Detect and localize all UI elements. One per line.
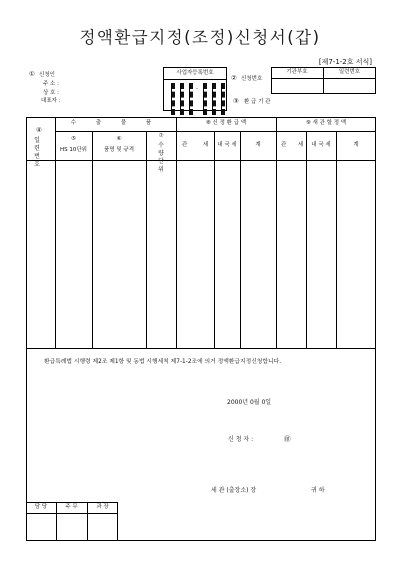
refund-domestic-tax-label: 내 국 세 <box>217 142 237 148</box>
approval-staff-sign-box[interactable] <box>27 514 55 540</box>
biz-reg-digit-area[interactable] <box>171 83 221 109</box>
serial-number-field[interactable] <box>324 79 375 93</box>
current-customs-label-2: 세 <box>298 142 304 148</box>
applicant-sign-label: 신 청 자 : <box>228 436 254 443</box>
item-name-header: 품명 및 규격 <box>103 147 135 153</box>
refund-total-label: 계 <box>255 142 261 148</box>
office-code-field[interactable] <box>272 79 322 93</box>
biz-reg-separator: - <box>196 86 198 92</box>
refund-customs-label-1: 관 <box>182 142 188 148</box>
approval-staff-label: 담 당 <box>34 504 48 510</box>
approval-officer-sign-box[interactable] <box>57 514 86 540</box>
application-number-label: 신청번호 <box>241 76 263 82</box>
company-name-field-label: 상 호 : <box>43 90 59 96</box>
representative-field-label: 대표자 : <box>41 98 61 104</box>
office-code-header: 기관부호 <box>286 69 308 75</box>
current-domestic-tax-label: 내 국 세 <box>311 142 331 148</box>
export-goods-header: 수 출 물 품 <box>70 120 161 126</box>
approval-chief-sign-box[interactable] <box>88 514 117 540</box>
hs-code-header: HS 10단위 <box>60 147 87 153</box>
current-total-label: 계 <box>353 142 359 148</box>
item-name-marker: ⑥ <box>116 136 122 142</box>
quantity-marker: ⑦ <box>158 133 164 139</box>
refund-customs-label-2: 세 <box>203 142 209 148</box>
serial-column-header: 일련번호 <box>34 137 40 168</box>
quantity-header: 수량단위 <box>158 142 164 173</box>
refund-amount-header: ⑧ 신 정 환 급 액 <box>205 120 247 126</box>
seal-mark[interactable]: ㊞ <box>284 435 291 443</box>
refund-office-label: 환 급 기 관 <box>244 99 271 105</box>
applicant-label: 신청인 <box>39 72 55 78</box>
form-title: 정액환급지정(조정)신청서(갑) <box>79 28 321 47</box>
hs-code-marker: ⑤ <box>71 136 76 142</box>
serial-column-marker: ④ <box>36 126 42 134</box>
serial-number-header: 일련번호 <box>338 69 361 75</box>
date-line: 2000년 0월 0일 <box>227 399 272 406</box>
biz-reg-label: 사업자등록번호 <box>176 70 214 76</box>
approval-officer-label: 주 무 <box>65 504 78 510</box>
application-number-marker: ② <box>231 74 237 82</box>
current-customs-label-1: 관 <box>281 142 287 148</box>
address-field-label: 주 소 : <box>43 81 59 87</box>
item-entry-area[interactable] <box>27 161 375 347</box>
approval-chief-label: 과 장 <box>96 504 109 510</box>
addressee-office: 세 관 (출장소) 장 <box>211 487 257 494</box>
current-amount-header: ⑨ 새 관 할 정 액 <box>305 120 347 126</box>
form-number: [제7-1-2호 서식] <box>318 58 372 66</box>
refund-office-marker: ③ <box>233 97 239 105</box>
applicant-marker: ① <box>29 70 35 78</box>
addressee-suffix: 귀 하 <box>311 487 325 494</box>
biz-reg-divider <box>163 79 227 80</box>
declaration-text: 환급특례법 시행령 제2조 제1항 및 동법 시행세칙 제7-1-2조에 의거 정액환급지정신청합니다. <box>44 359 282 365</box>
